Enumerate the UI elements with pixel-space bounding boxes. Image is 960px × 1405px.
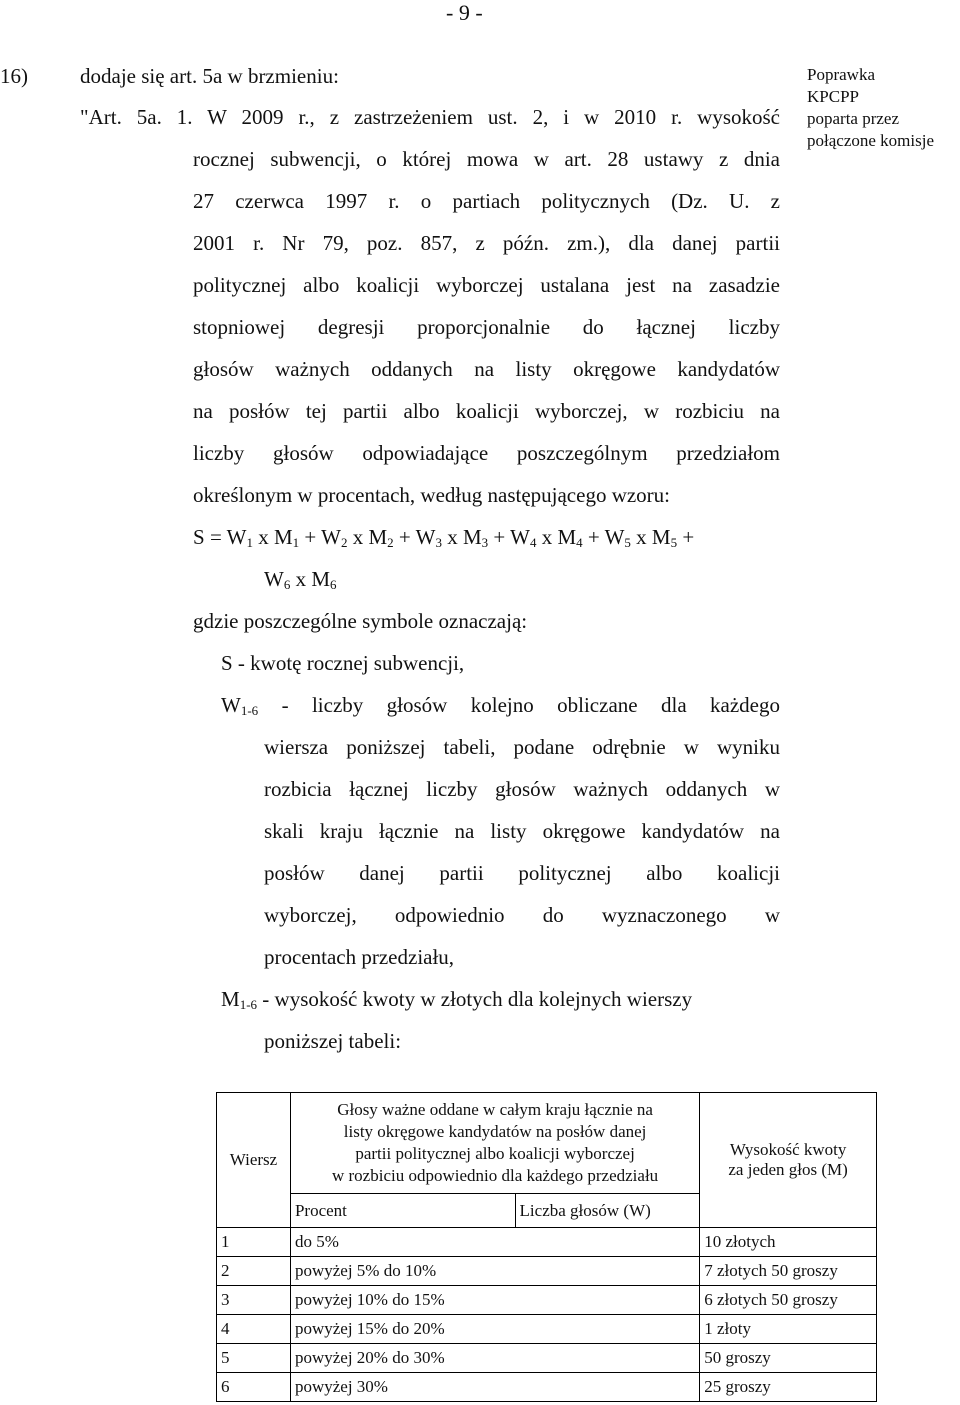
page-number: - 9 - [446, 0, 483, 25]
article-line: określonym w procentach, według następującego wzoru: [193, 483, 671, 507]
article-line: 2001 r. Nr 79, poz. 857, z późn. zm.), dla danej partii [193, 231, 780, 255]
row-number: 4 [217, 1315, 291, 1344]
item-intro: dodaje się art. 5a w brzmieniu: [80, 64, 339, 88]
definition-s: S - kwotę rocznej subwencji, [221, 651, 465, 675]
definition-m-first: $M_{1-6}$ - wysokość kwoty w złotych dla kolejnych wierszy [221, 987, 693, 1012]
article-line: głosów ważnych oddanych na listy okręgowe kandydatów [193, 357, 780, 381]
row-number: 6 [217, 1373, 291, 1402]
side-note-line: KPCPP [807, 87, 859, 106]
table-row [217, 1228, 877, 1257]
formula-line-2: $W_6$ x $M_6$ [264, 567, 337, 592]
table-row [217, 1344, 877, 1373]
side-note-line: połączone komisje [807, 131, 934, 150]
header-glosy: Głosy ważne oddane w całym kraju łącznie na listy okręgowe kandydatów na posłów danej partii politycznej albo koalicji wyborczej w rozbiciu odpowiednio dla każdego przedziału [290, 1093, 699, 1194]
side-note [807, 64, 960, 152]
header-wiersz: Wiersz [217, 1093, 291, 1228]
definition-w-line: rozbicia łącznej liczby głosów ważnych oddanych w [264, 777, 780, 801]
side-note-line: poparta przez [807, 109, 900, 128]
definition-w-line: procentach przedziału, [264, 945, 455, 969]
row-kwota: 50 groszy [700, 1344, 877, 1373]
side-note-line: Poprawka [807, 65, 875, 84]
definition-w-line: wyborczej, odpowiednio do wyznaczonego w [264, 903, 780, 927]
definition-w-line: skali kraju łącznie na listy okręgowe kandydatów na [264, 819, 780, 843]
article-line: 27 czerwca 1997 r. o partiach politycznych (Dz. U. z [193, 189, 780, 213]
row-procent: powyżej 30% [290, 1373, 515, 1402]
article-line: liczby głosów odpowiadające poszczególnym przedziałom [193, 441, 780, 465]
row-kwota: 6 złotych 50 groszy [700, 1286, 877, 1315]
header-kwota: Wysokość kwoty za jeden głos (M) [700, 1093, 877, 1228]
row-liczba [515, 1257, 700, 1286]
table-row [217, 1373, 877, 1402]
row-liczba [515, 1373, 700, 1402]
article-line: politycznej albo koalicji wyborczej ustalana jest na zasadzie [193, 273, 780, 297]
row-kwota: 1 złoty [700, 1315, 877, 1344]
table-row [217, 1315, 877, 1344]
definition-w-first: $W_{1-6}$ - liczby głosów kolejno obliczane dla każdego [221, 693, 780, 718]
table-row [217, 1286, 877, 1315]
row-procent: powyżej 5% do 10% [290, 1257, 515, 1286]
row-kwota: 25 groszy [700, 1373, 877, 1402]
article-line: stopniowej degresji proporcjonalnie do łącznej liczby [193, 315, 780, 339]
item-number: 16) [0, 64, 28, 88]
row-procent: powyżej 10% do 15% [290, 1286, 515, 1315]
row-procent: powyżej 15% do 20% [290, 1315, 515, 1344]
table-row [217, 1257, 877, 1286]
article-line: na posłów tej partii albo koalicji wyborczej, w rozbiciu na [193, 399, 780, 423]
row-liczba [515, 1344, 700, 1373]
definition-w-line: wiersza poniższej tabeli, podane odrębnie w wyniku [264, 735, 780, 759]
row-number: 5 [217, 1344, 291, 1373]
subheader-liczba: Liczba głosów (W) [515, 1194, 700, 1228]
row-kwota: 7 złotych 50 groszy [700, 1257, 877, 1286]
subheader-procent: Procent [290, 1194, 515, 1228]
row-procent: powyżej 20% do 30% [290, 1344, 515, 1373]
subsidy-table [216, 1092, 877, 1402]
row-liczba [515, 1315, 700, 1344]
row-number: 3 [217, 1286, 291, 1315]
row-procent: do 5% [290, 1228, 515, 1257]
row-number: 1 [217, 1228, 291, 1257]
definition-w-line: posłów danej partii politycznej albo koalicji [264, 861, 780, 885]
formula-line-1: $S = W_1$ x $M_1 + W_2$ x $M_2 + W_3$ x $M_3 + W_4$ x $M_4 + W_5$ x $M_5$ + [193, 525, 695, 550]
article-line: rocznej subwencji, o której mowa w art. 28 ustawy z dnia [193, 147, 780, 171]
definition-m-line: poniższej tabeli: [264, 1029, 402, 1053]
article-line: "Art. 5a. 1. W 2009 r., z zastrzeżeniem ust. 2, i w 2010 r. wysokość [80, 105, 780, 129]
row-kwota: 10 złotych [700, 1228, 877, 1257]
row-liczba [515, 1228, 700, 1257]
symbols-intro: gdzie poszczególne symbole oznaczają: [193, 609, 528, 633]
row-number: 2 [217, 1257, 291, 1286]
row-liczba [515, 1286, 700, 1315]
table-header-row [217, 1093, 877, 1194]
